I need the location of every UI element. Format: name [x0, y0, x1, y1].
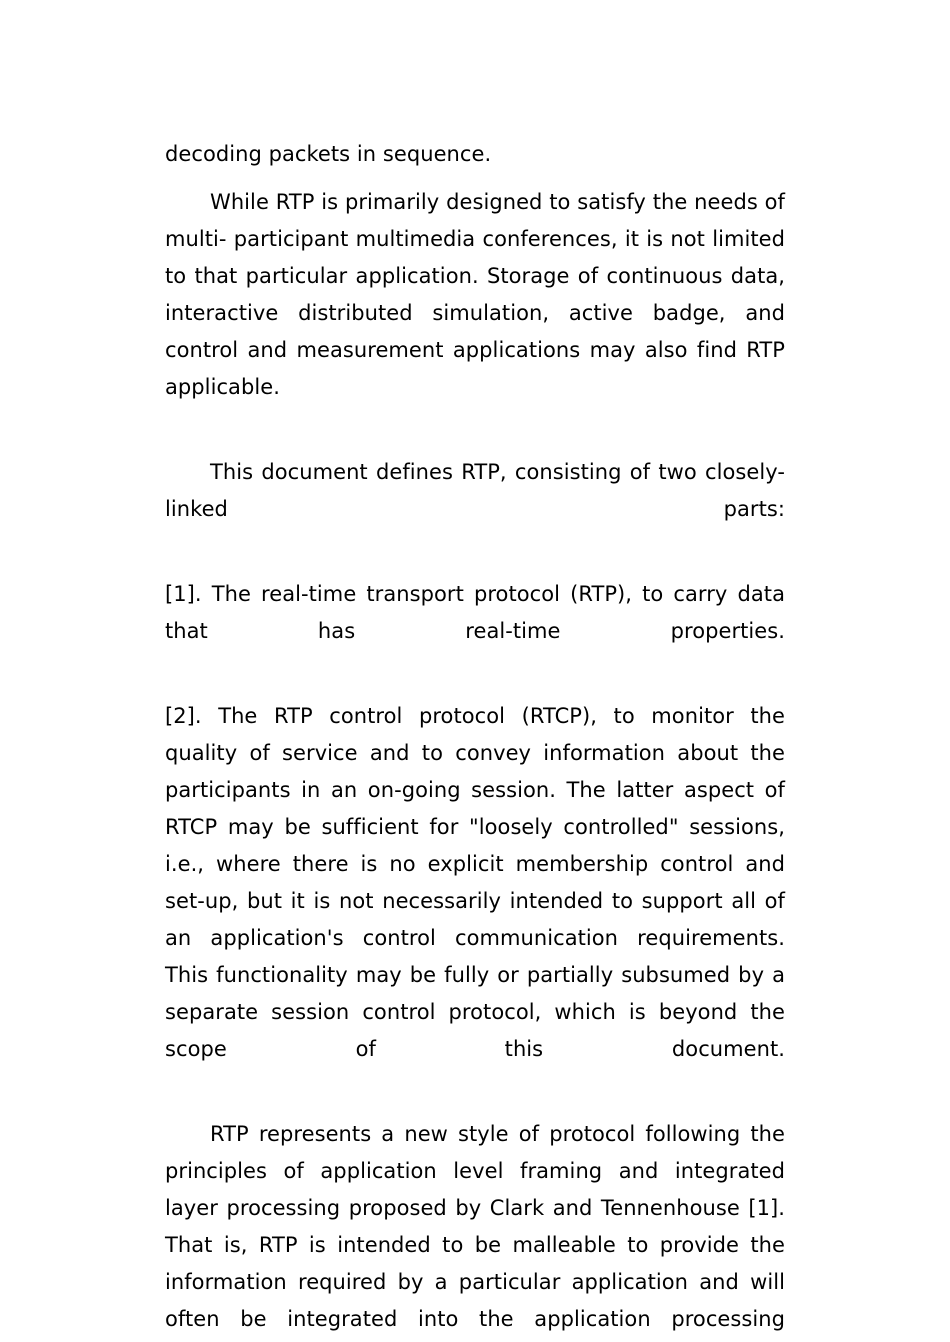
list-item-1: [1]. The real-time transport protocol (RTP), to carry data that has real-time properties. — [165, 582, 785, 643]
text-column — [165, 136, 785, 1342]
list-item-2: [2]. The RTP control protocol (RTCP), to monitor the quality of service and to convey information about the participants in an on-going session. The latter aspect of RTCP may be sufficient for "loosely controlled" sessions, i.e., where there is no explicit membership control and set-up, but it is not necessarily intended to support all of an application's control communication requirements. This functionality may be fully or partially subsumed by a separate session control protocol, which is beyond the scope of this document. — [165, 704, 785, 1061]
paragraph-this-document: This document defines RTP, consisting of two closely-linked parts: — [165, 460, 785, 521]
paragraph-while-rtp: While RTP is primarily designed to satisfy the needs of multi- participant multimedia conferences, it is not limited to that particular application. Storage of continuous data, interactive distributed simulation, active badge, and control and measurement applications may also find RTP applicable. — [165, 190, 785, 399]
paragraph-decoding-packets: decoding packets in sequence. — [165, 142, 492, 166]
paragraph-rtp-represents: RTP represents a new style of protocol following the principles of application level framing and integrated layer processing proposed by Clark and Tennenhouse [1]. That is, RTP is intended to be malleable to provide the information required by a particular application and will often be integrated into the application processing — [165, 1122, 785, 1331]
